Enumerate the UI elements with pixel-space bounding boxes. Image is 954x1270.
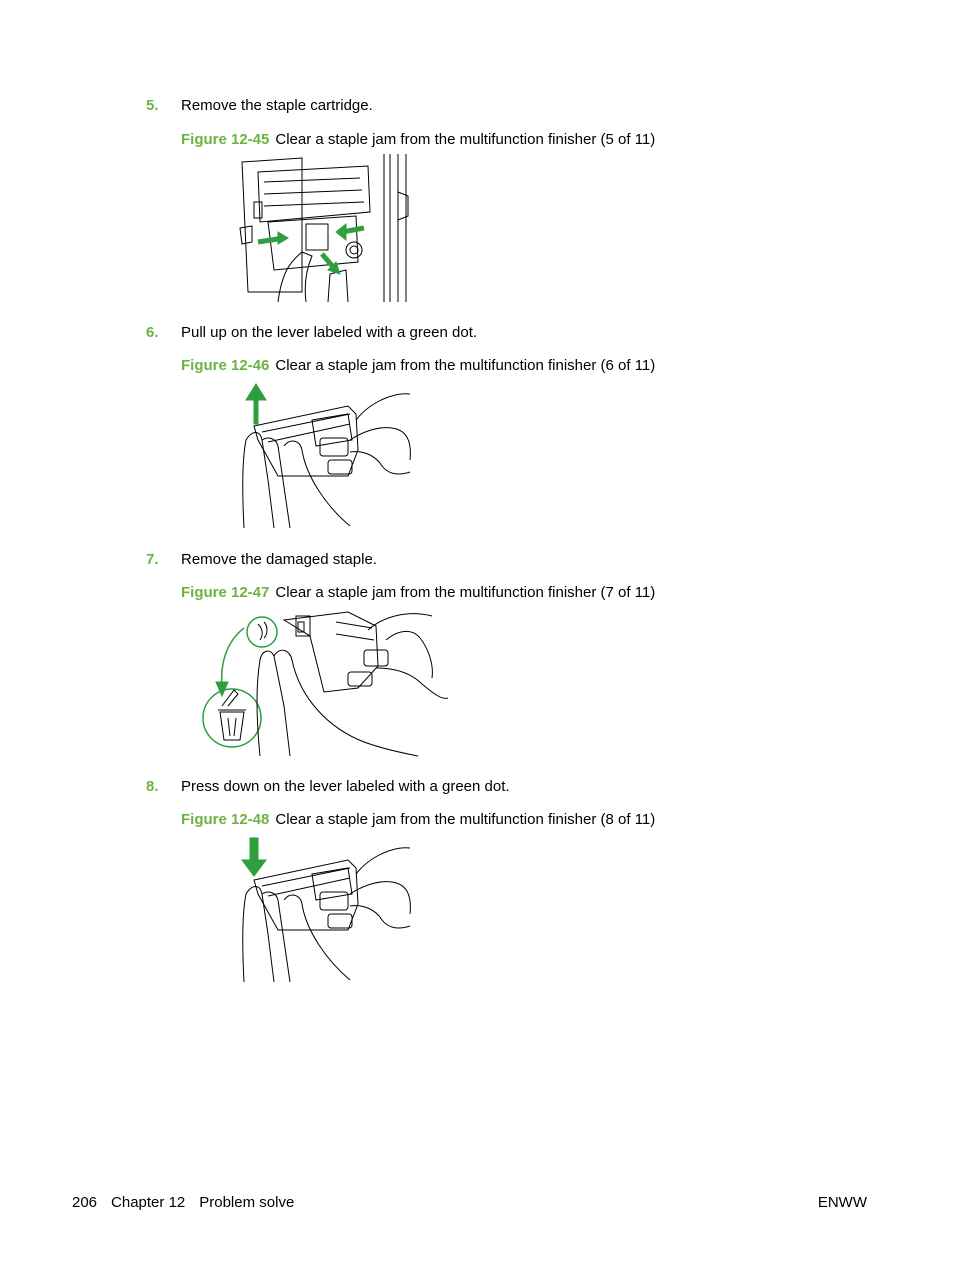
footer-right-label: ENWW xyxy=(817,1194,867,1211)
illustration-press-down-lever xyxy=(238,834,413,984)
step-number: 5. xyxy=(146,97,159,114)
footer-section: Problem solve xyxy=(199,1194,295,1211)
figure-caption-text: Clear a staple jam from the multifunction finisher (6 of 11) xyxy=(275,357,656,374)
figure-caption-text: Clear a staple jam from the multifunction finisher (5 of 11) xyxy=(275,131,656,148)
footer-chapter: Chapter 12 xyxy=(111,1194,186,1211)
figure-caption-text: Clear a staple jam from the multifunction finisher (8 of 11) xyxy=(275,811,656,828)
page-footer xyxy=(72,1194,294,1212)
figure-label: Figure 12-46 xyxy=(181,357,270,374)
figure-caption xyxy=(181,584,655,602)
step-text: Pull up on the lever labeled with a green dot. xyxy=(181,324,478,341)
step-text: Press down on the lever labeled with a green dot. xyxy=(181,778,510,795)
step-text: Remove the staple cartridge. xyxy=(181,97,373,114)
illustration-pull-up-lever xyxy=(238,380,413,530)
figure-caption xyxy=(181,811,655,829)
illustration-remove-staple xyxy=(198,606,450,758)
step-number: 7. xyxy=(146,551,159,568)
figure-caption xyxy=(181,131,655,149)
step-text: Remove the damaged staple. xyxy=(181,551,377,568)
step-number: 8. xyxy=(146,778,159,795)
figure-label: Figure 12-48 xyxy=(181,811,270,828)
step-number: 6. xyxy=(146,324,159,341)
page-number: 206 xyxy=(72,1194,98,1211)
illustration-remove-cartridge xyxy=(238,152,413,304)
figure-caption-text: Clear a staple jam from the multifunction finisher (7 of 11) xyxy=(275,584,656,601)
figure-caption xyxy=(181,357,655,375)
figure-label: Figure 12-47 xyxy=(181,584,270,601)
figure-label: Figure 12-45 xyxy=(181,131,270,148)
